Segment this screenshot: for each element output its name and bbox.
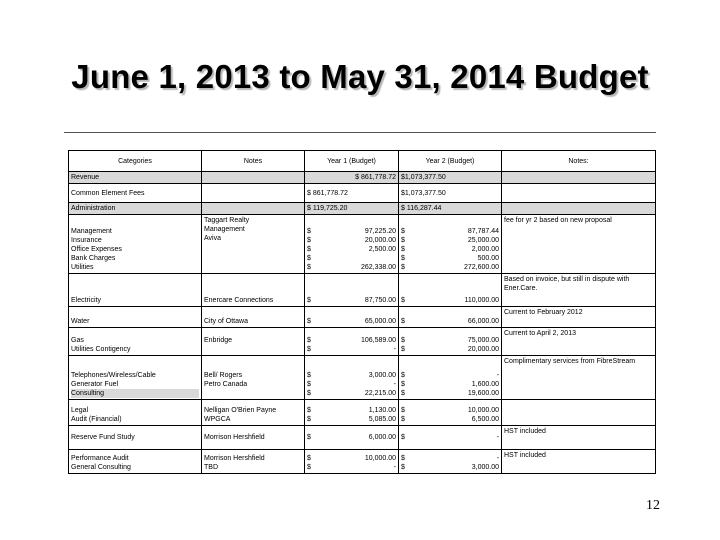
- administration-year2: $ 116,287.44: [399, 203, 502, 215]
- performance-year2: -: [496, 455, 499, 462]
- category-insurance: Insurance: [71, 237, 102, 244]
- mgmt-year1-office: 2,500.00: [368, 246, 396, 253]
- contingency-year1: -: [393, 346, 396, 353]
- telephones-note: Complimentary services from FibreStream: [502, 356, 656, 400]
- table-row: Telephones/Wireless/Cable Generator Fuel Consulting Bell/ Rogers Petro Canada $ 3,000.00 $ - $ 22,215.00 $ - $ 1,600.00 $ 19,600.00 Complimentary services from FibreStream: [69, 356, 656, 400]
- electricity-year2: 110,000.00: [464, 297, 499, 304]
- legal-notes: Nelligan O'Brien Payne: [204, 407, 277, 414]
- electricity-year1: 87,750.00: [364, 297, 396, 304]
- table-row: Performance Audit General Consulting Morrison Hershfield TBD $ 10,000.00 $ - $ - $ 3,000.00 HST included: [69, 450, 656, 474]
- generator-year1: -: [393, 381, 396, 388]
- category-bank-charges: Bank Charges: [71, 255, 116, 262]
- generator-year2: 1,600.00: [471, 381, 499, 388]
- mgmt-year1-insurance: 20,000.00: [364, 237, 396, 244]
- administration-year1: $ 119,725.20: [305, 203, 399, 215]
- performance-note: HST included: [502, 450, 656, 474]
- general-consulting-notes: TBD: [204, 464, 218, 471]
- mgmt-year2-bank: 500.00: [477, 255, 499, 262]
- reserve-notes: Morrison Hershfield: [202, 426, 305, 450]
- electricity-label: Electricity: [69, 274, 202, 307]
- slide-title: June 1, 2013 to May 31, 2014 Budget: [71, 58, 649, 95]
- water-label: Water: [69, 307, 202, 328]
- legal-year2: 10,000.00: [467, 407, 499, 414]
- telephones-year1: 3,000.00: [368, 372, 396, 379]
- gas-note: Current to April 2, 2013: [502, 328, 656, 356]
- telephones-label: Telephones/Wireless/Cable: [71, 372, 156, 379]
- utilities-contingency-label: Utilities Contigency: [71, 346, 131, 353]
- page-number: 12: [646, 498, 660, 513]
- legal-year1: 1,130.00: [368, 407, 396, 414]
- consulting-year2: 19,600.00: [467, 390, 499, 397]
- mgmt-year1-management: 97,225.20: [364, 228, 396, 235]
- reserve-year1: 6,000.00: [368, 434, 396, 441]
- generator-notes: Petro Canada: [204, 381, 248, 388]
- gas-label: Gas: [71, 337, 84, 344]
- water-year1: 65,000.00: [364, 318, 396, 325]
- audit-year1: 5,085.00: [368, 416, 396, 423]
- water-notes: City of Ottawa: [202, 307, 305, 328]
- notes-aviva: Aviva: [204, 235, 221, 242]
- generator-fuel-label: Generator Fuel: [71, 381, 119, 388]
- table-header-row: [69, 151, 656, 172]
- audit-label: Audit (Financial): [71, 416, 122, 423]
- mgmt-year2-management: 87,787.44: [467, 228, 499, 235]
- common-fees-label: Common Element Fees: [69, 184, 202, 203]
- reserve-label: Reserve Fund Study: [69, 426, 202, 450]
- table-row: Electricity Enercare Connections $ 87,750.00 $ 110,000.00 Based on invoice, but still in dispute with Ener.Care.: [69, 274, 656, 307]
- header-notes: Notes: [202, 151, 305, 172]
- consulting-label: Consulting: [71, 389, 199, 398]
- table-row: Legal Audit (Financial) Nelligan O'Brien Payne WPGCA $ 1,130.00 $ 5,085.00 $ 10,000.00 $ 6,500.00: [69, 400, 656, 426]
- table-row: Management Insurance Office Expenses Bank Charges Utilities Taggart Realty Management Aviva $ 97,225.20 $ 20,000.00 $ 2,500.00 $ $ 262,338.00 $ 87,787.44 $ 25,000.00 $ 2,000.00 $ 500.00 $ 272,600.00 fee for yr 2 based on new proposal: [69, 215, 656, 274]
- title-divider: [64, 132, 656, 133]
- audit-year2: 6,500.00: [471, 416, 499, 423]
- performance-year1: 10,000.00: [364, 455, 396, 462]
- common-fees-year1: $ 861,778.72: [305, 184, 399, 203]
- gas-year2: 75,000.00: [467, 337, 499, 344]
- consulting-year1: 22,215.00: [364, 390, 396, 397]
- reserve-year2: -: [496, 434, 499, 441]
- general-consulting-year1: -: [393, 464, 396, 471]
- audit-notes: WPGCA: [204, 416, 231, 423]
- mgmt-year2-office: 2,000.00: [471, 246, 499, 253]
- performance-notes: Morrison Hershfield: [204, 455, 265, 462]
- header-year1: Year 1 (Budget): [305, 151, 399, 172]
- performance-audit-label: Performance Audit: [71, 455, 129, 462]
- mgmt-year1-utilities: 262,338.00: [360, 264, 396, 271]
- general-consulting-year2: 3,000.00: [471, 464, 499, 471]
- category-utilities: Utilities: [71, 264, 94, 271]
- gas-year1: 106,589.00: [360, 337, 396, 344]
- category-management: Management: [71, 228, 112, 235]
- header-year2: Year 2 (Budget): [399, 151, 502, 172]
- table-row: [69, 172, 656, 184]
- table-row: [69, 184, 656, 203]
- administration-label: Administration: [69, 203, 202, 215]
- budget-table: [68, 150, 656, 474]
- water-year2: 66,000.00: [467, 318, 499, 325]
- common-fees-year2: $1,073,377.50: [399, 184, 502, 203]
- revenue-year1: $ 861,778.72: [305, 172, 399, 184]
- notes-management: Management: [204, 226, 245, 233]
- notes-taggart: Taggart Realty: [204, 217, 250, 224]
- legal-label: Legal: [71, 407, 89, 414]
- reserve-note: HST included: [502, 426, 656, 450]
- revenue-year2: $1,073,377.50: [399, 172, 502, 184]
- general-consulting-label: General Consulting: [71, 464, 131, 471]
- electricity-notes: Enercare Connections: [202, 274, 305, 307]
- table-row: [69, 203, 656, 215]
- category-office-expenses: Office Expenses: [71, 246, 122, 253]
- table-row: Reserve Fund Study Morrison Hershfield $ 6,000.00 $ - HST included: [69, 426, 656, 450]
- mgmt-year2-utilities: 272,600.00: [463, 264, 499, 271]
- water-note: Current to February 2012: [502, 307, 656, 328]
- table-row: Gas Utilities Contigency Enbridge $ 106,589.00 $ - $ 75,000.00 $ 20,000.00 Current to April 2, 2013: [69, 328, 656, 356]
- electricity-note: Based on invoice, but still in dispute with Ener.Care.: [502, 274, 656, 307]
- gas-notes: Enbridge: [204, 337, 233, 344]
- telephones-year2: -: [496, 372, 499, 379]
- contingency-year2: 20,000.00: [467, 346, 499, 353]
- revenue-label: Revenue: [69, 172, 202, 184]
- telephones-notes: Bell/ Rogers: [204, 372, 243, 379]
- table-row: Water City of Ottawa $ 65,000.00 $ 66,000.00 Current to February 2012: [69, 307, 656, 328]
- header-notes2: Notes:: [502, 151, 656, 172]
- mgmt-year2-insurance: 25,000.00: [467, 237, 499, 244]
- mgmt-note: fee for yr 2 based on new proposal: [502, 215, 656, 274]
- header-categories: Categories: [69, 151, 202, 172]
